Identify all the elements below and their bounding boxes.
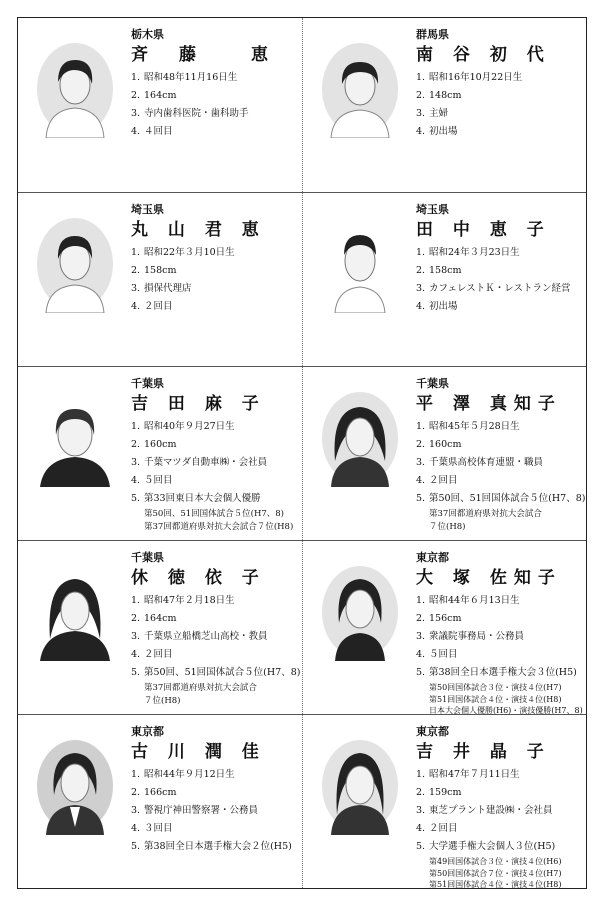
appearance-count: ２回目 [144,301,173,312]
profile-card [18,367,302,541]
achievement-detail: 第50回国体試合３位・演技４位(H7) [429,683,562,692]
fact-item: 3. 東芝プラント建設㈱・会社員 [416,805,553,816]
height: 166cm [144,787,177,798]
portrait-photo [321,563,399,661]
achievement: 第38回全日本選手権大会２位(H5) [144,841,292,852]
fact-item: 2. 164cm [131,90,177,101]
achievement-detail: 第37回都道府県対抗大会試合 [144,683,257,693]
fact-item: 4. ２回目 [416,475,458,486]
birthdate: 昭和48年11月16日生 [144,72,238,83]
portrait-photo [36,215,114,313]
appearance-count: 初出場 [429,301,458,312]
occupation: 主婦 [429,108,449,119]
portrait-photo [321,40,399,138]
profile-card [303,193,587,367]
achievement: 第50回、51回国体試合５位(H7、8) [144,667,301,678]
birthdate: 昭和47年２月18日生 [144,595,235,606]
fact-item: 2. 148cm [416,90,462,101]
achievement-detail: 日本大会個人優勝(H6)・演技優勝(H7、8) [429,706,583,715]
fact-item: 4. ２回目 [131,649,173,660]
height: 158cm [429,265,462,276]
height: 159cm [429,787,462,798]
fact-item: 1. 昭和16年10月22日生 [416,72,523,83]
fact-item: 5. 第38回全日本選手権大会３位(H5) 第50回国体試合３位・演技４位(H7) 第51回国体試合４位・演技４位(H8) 日本大会個人優勝(H6)・演技優勝(H7、8) [416,667,583,715]
fact-item: 4. ３回目 [131,823,173,834]
fact-item: 1. 昭和44年６月13日生 [416,595,520,606]
occupation: 千葉マツダ自動車㈱・会社員 [144,457,268,468]
appearance-count: ２回目 [429,475,458,486]
fact-item: 1. 昭和40年９月27日生 [131,421,235,432]
height: 156cm [429,613,462,624]
fact-item: 5. 第50回、51回国体試合５位(H7、8) 第37回都道府県対抗大会試合 ７位(H8) [416,493,586,532]
fact-item: 3. 千葉マツダ自動車㈱・会社員 [131,457,268,468]
fact-item: 3. 千葉県立船橋芝山高校・教員 [131,631,268,642]
fact-list [131,766,292,856]
birthdate: 昭和44年９月12日生 [144,769,235,780]
athlete-name: 吉 田 麻 子 [131,394,266,414]
prefecture-label: 千葉県 [131,551,164,564]
fact-list [131,244,235,316]
achievement-detail: 第51回国体試合４位・演技４位(H8) [429,694,562,704]
prefecture-label: 千葉県 [131,377,164,390]
portrait-photo [36,737,114,835]
portrait-photo [36,389,114,487]
achievement: 第38回全日本選手権大会３位(H5) [429,667,577,678]
birthdate: 昭和47年７月11日生 [429,769,520,780]
achievement-detail: 第37回都道府県対抗大会試合７位(H8) [144,522,294,532]
occupation: 東芝プラント建設㈱・会社員 [429,805,553,816]
prefecture-label: 埼玉県 [131,203,164,216]
prefecture-label: 群馬県 [416,28,449,41]
prefecture-label: 東京都 [416,725,449,738]
profile-card [303,541,587,715]
fact-list [416,69,522,141]
fact-item: 4. ５回目 [131,475,173,486]
height: 160cm [144,439,177,450]
portrait-photo [321,215,399,313]
height: 148cm [429,90,462,101]
fact-item: 4. 初出場 [416,301,458,312]
athlete-name: 斉 藤 恵 [131,45,275,65]
birthdate: 昭和16年10月22日生 [429,72,523,83]
profile-card [303,18,587,192]
fact-item: 4. ２回目 [131,301,173,312]
profile-card [303,715,587,889]
achievement: 大学選手権大会個人３位(H5) [429,841,556,852]
fact-item: 1. 昭和24年３月23日生 [416,247,520,258]
profile-card [18,715,302,889]
fact-list [416,766,562,889]
birthdate: 昭和40年９月27日生 [144,421,235,432]
prefecture-label: 東京都 [416,551,449,564]
fact-item: 2. 156cm [416,613,462,624]
fact-item: 3. カフェレストＫ・レストラン経営 [416,283,571,294]
fact-item: 3. 衆議院事務局・公務員 [416,631,525,642]
fact-item: 4. ５回目 [416,649,458,660]
occupation: 千葉県高校体育連盟・職員 [429,457,544,468]
appearance-count: 初出場 [429,126,458,137]
occupation: カフェレストＫ・レストラン経営 [429,283,571,294]
occupation: 衆議院事務局・公務員 [429,631,525,642]
athlete-name: 丸 山 君 恵 [131,220,266,240]
appearance-count: ４回目 [144,126,173,137]
fact-item: 2. 158cm [416,265,462,276]
achievement-detail: ７位(H8) [429,522,466,532]
appearance-count: ２回目 [429,823,458,834]
fact-item: 5. 大学選手権大会個人３位(H5) 第49回国体試合３位・演技４位(H6) 第50回国体試合７位・演技４位(H7) 第51回国体試合４位・演技４位(H8) [416,841,562,889]
achievement-detail: 第50回国体試合７位・演技４位(H7) [429,868,562,878]
fact-item: 2. 164cm [131,613,177,624]
achievement-detail: 第49回国体試合３位・演技４位(H6) [429,857,562,866]
achievement-detail: ７位(H8) [144,696,181,706]
profile-card [303,367,587,541]
achievement: 第33回東日本大会個人優勝 [144,493,261,504]
birthdate: 昭和44年６月13日生 [429,595,520,606]
appearance-count: ２回目 [144,649,173,660]
fact-list [416,592,583,715]
fact-item: 2. 160cm [131,439,177,450]
fact-item: 1. 昭和47年７月11日生 [416,769,520,780]
height: 164cm [144,90,177,101]
prefecture-label: 東京都 [131,725,164,738]
achievement-detail: 第50回、51回国体試合５位(H7、8) [144,509,284,519]
athlete-name: 田 中 恵 子 [416,220,551,240]
achievement-detail: 第51回国体試合４位・演技４位(H8) [429,880,562,889]
fact-item: 5. 第50回、51回国体試合５位(H7、8) 第37回都道府県対抗大会試合 ７位(H8) [131,667,301,706]
achievement-detail: 第37回都道府県対抗大会試合 [429,509,542,519]
portrait-photo [321,389,399,487]
profile-card [18,18,302,192]
fact-list [131,418,293,534]
fact-item: 1. 昭和44年９月12日生 [131,769,235,780]
fact-item: 1. 昭和48年11月16日生 [131,72,238,83]
achievement: 第50回、51回国体試合５位(H7、8) [429,493,586,504]
athlete-name: 休 徳 依 子 [131,568,266,588]
portrait-photo [36,40,114,138]
athlete-name: 大 塚 佐知子 [416,568,562,588]
fact-item: 3. 寺内歯科医院・歯科助手 [131,108,249,119]
fact-item: 2. 159cm [416,787,462,798]
fact-item: 5. 第38回全日本選手権大会２位(H5) [131,841,292,852]
height: 164cm [144,613,177,624]
prefecture-label: 千葉県 [416,377,449,390]
profile-card [18,193,302,367]
occupation: 千葉県立船橋芝山高校・教員 [144,631,268,642]
prefecture-label: 栃木県 [131,28,164,41]
athlete-name: 古 川 潤 佳 [131,742,266,762]
birthdate: 昭和45年５月28日生 [429,421,520,432]
prefecture-label: 埼玉県 [416,203,449,216]
profile-grid [17,17,587,889]
athlete-name: 平 澤 真知子 [416,394,562,414]
fact-item: 1. 昭和45年５月28日生 [416,421,520,432]
birthdate: 昭和22年３月10日生 [144,247,235,258]
height: 158cm [144,265,177,276]
appearance-count: ３回目 [144,823,173,834]
fact-item: 4. 初出場 [416,126,458,137]
fact-item: 3. 警視庁神田警察署・公務員 [131,805,259,816]
fact-item: 1. 昭和22年３月10日生 [131,247,235,258]
appearance-count: ５回目 [429,649,458,660]
appearance-count: ５回目 [144,475,173,486]
occupation: 警視庁神田警察署・公務員 [144,805,259,816]
fact-item: 5. 第33回東日本大会個人優勝 第50回、51回国体試合５位(H7、8) 第37回都道府県対抗大会試合７位(H8) [131,493,294,532]
fact-item: 1. 昭和47年２月18日生 [131,595,235,606]
athlete-name: 吉 井 晶 子 [416,742,551,762]
occupation: 寺内歯科医院・歯科助手 [144,108,249,119]
portrait-photo [321,737,399,835]
fact-item: 3. 主婦 [416,108,449,119]
occupation: 損保代理店 [144,283,192,294]
fact-item: 3. 損保代理店 [131,283,192,294]
fact-item: 4. ４回目 [131,126,173,137]
profile-card [18,541,302,715]
fact-list [416,418,585,534]
birthdate: 昭和24年３月23日生 [429,247,520,258]
portrait-photo [36,563,114,661]
fact-list [131,69,249,141]
athlete-name: 南 谷 初 代 [416,45,551,65]
fact-item: 2. 160cm [416,439,462,450]
fact-item: 2. 158cm [131,265,177,276]
fact-item: 4. ２回目 [416,823,458,834]
height: 160cm [429,439,462,450]
fact-item: 2. 166cm [131,787,177,798]
fact-item: 3. 千葉県高校体育連盟・職員 [416,457,544,468]
fact-list [416,244,570,316]
fact-list [131,592,300,708]
